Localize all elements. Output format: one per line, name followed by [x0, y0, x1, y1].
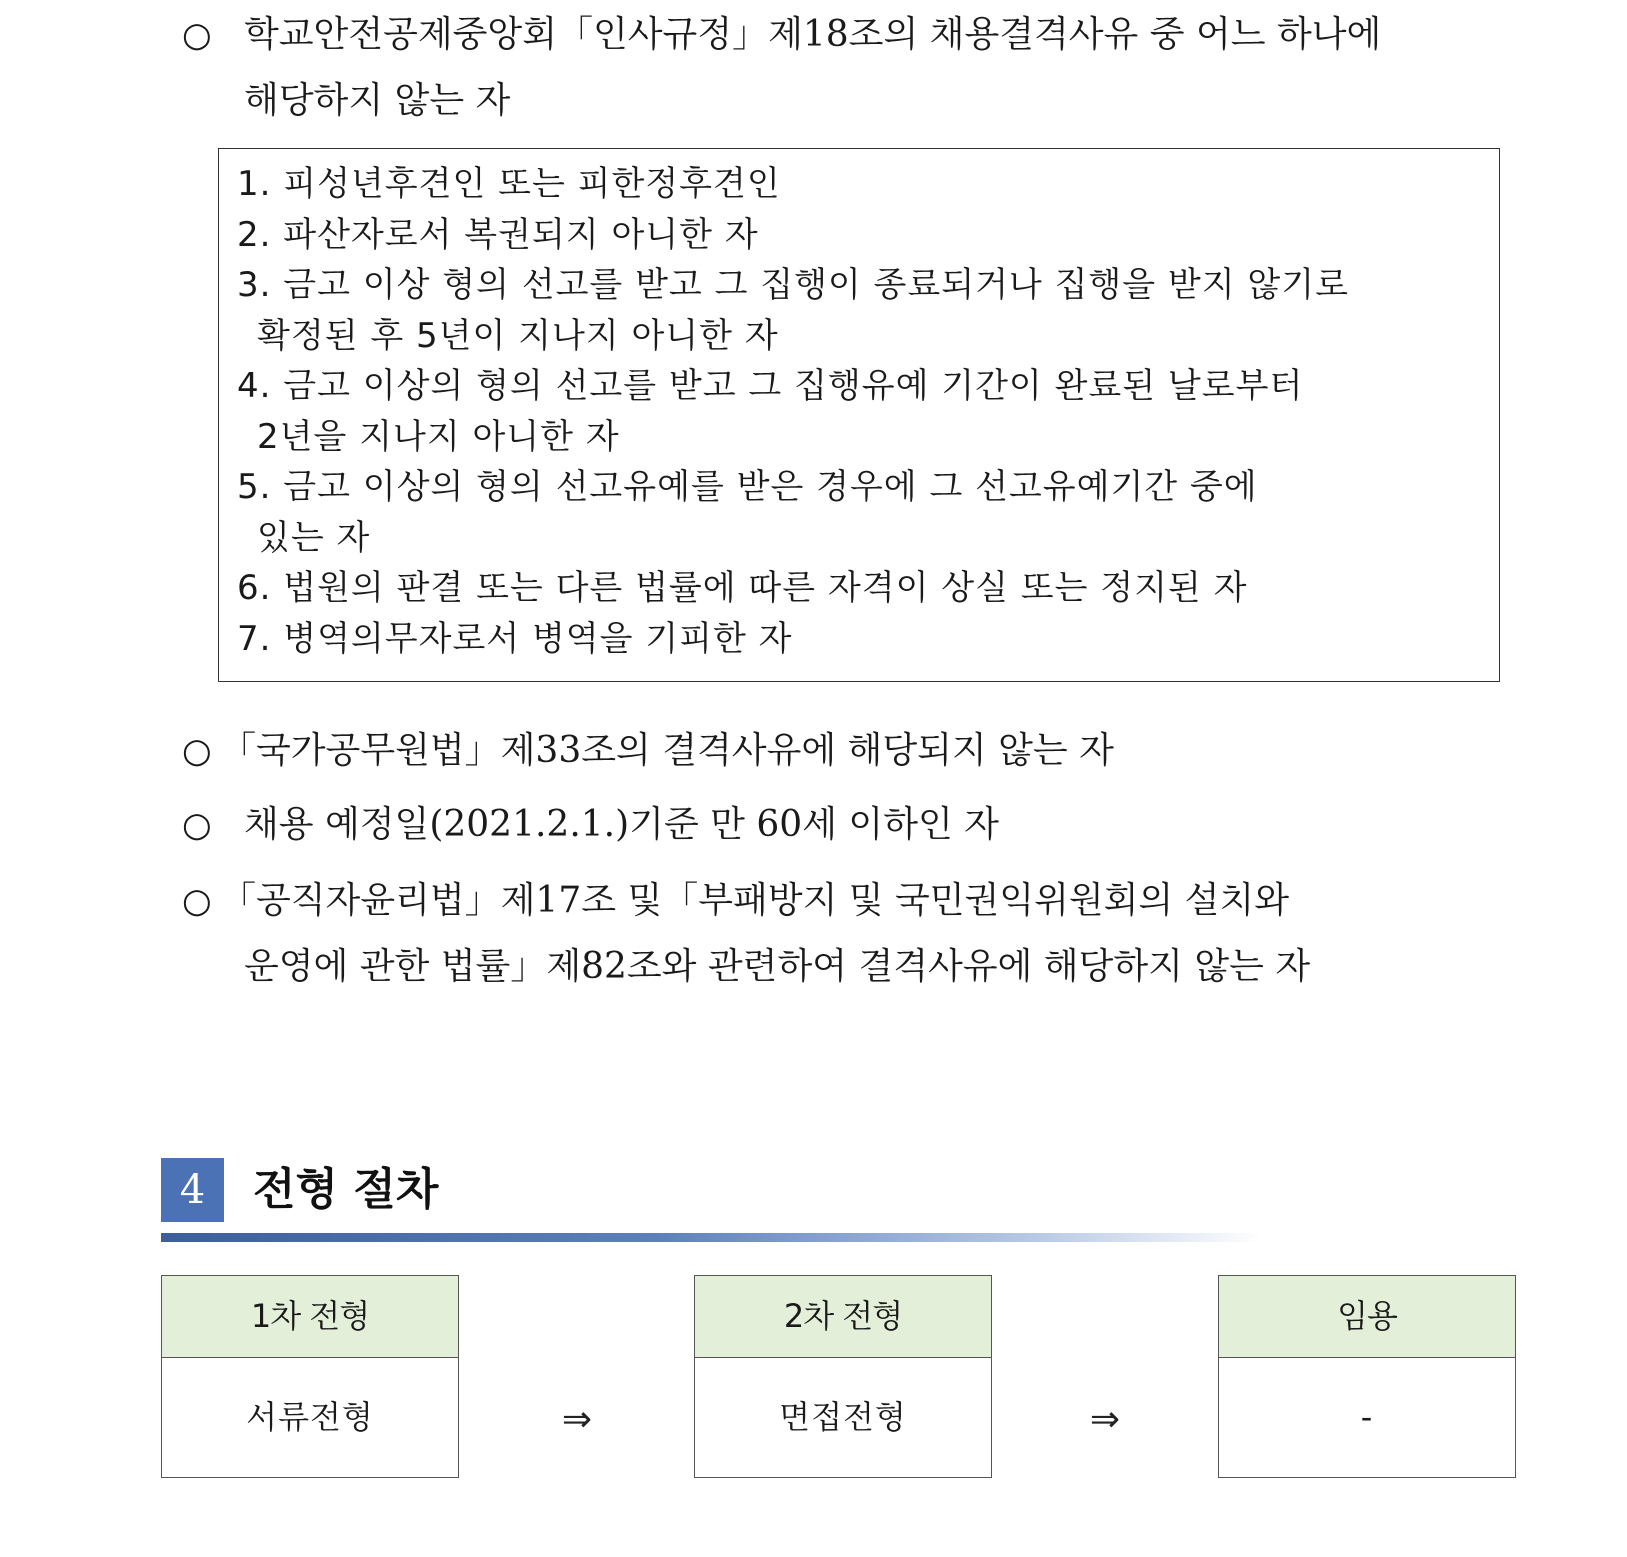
- eligibility-bullet-2: [182, 718, 1497, 784]
- criteria-item-text: 2. 파산자로서 복권되지 아니한 자: [237, 214, 759, 255]
- eligibility-bullet-4: [182, 868, 1497, 1000]
- section-divider: [161, 1233, 1261, 1242]
- circle-bullet-icon: ○: [182, 731, 212, 771]
- section-title: 전형 절차: [253, 1164, 439, 1215]
- right-arrow-icon: ⇒: [1089, 1399, 1121, 1440]
- bullet-1-line-1: 학교안전공제중앙회「인사규정」제18조의 채용결격사유 중 어느 하나에: [244, 14, 1382, 55]
- criteria-item-text: 4. 금고 이상의 형의 선고를 받고 그 집행유예 기간이 완료된 날로부터: [237, 366, 1304, 406]
- flow-stage-header: 임용: [1219, 1276, 1515, 1358]
- criteria-item-text: 5. 금고 이상의 형의 선고유예를 받은 경우에 그 선고유예기간 중에: [237, 467, 1258, 507]
- criteria-item-continuation: 있는 자: [257, 517, 371, 558]
- criteria-item-text: 6. 법원의 판결 또는 다른 법률에 따른 자격이 상실 또는 정지된 자: [237, 568, 1248, 608]
- criteria-item-continuation: 2년을 지나지 아니한 자: [257, 416, 620, 457]
- criteria-item: [237, 159, 1495, 210]
- flow-stage-body: 서류전형: [246, 1398, 374, 1436]
- circle-bullet-icon: ○: [182, 15, 212, 55]
- criteria-item-continuation: 확정된 후 5년이 지나지 아니한 자: [257, 315, 779, 356]
- disqualification-criteria-box: [218, 148, 1500, 682]
- section-number-badge: 4: [161, 1158, 224, 1222]
- flow-stage-3: [1218, 1275, 1516, 1478]
- eligibility-bullet-3: [182, 792, 1497, 858]
- criteria-item: [237, 563, 1495, 614]
- circle-bullet-icon: ○: [182, 805, 212, 845]
- bullet-3-text: 채용 예정일(2021.2.1.)기준 만 60세 이하인 자: [244, 804, 999, 845]
- criteria-item: [237, 260, 1495, 361]
- right-arrow-icon: ⇒: [561, 1399, 593, 1440]
- bullet-4-line-2: 운영에 관한 법률」제82조와 관련하여 결격사유에 해당하지 않는 자: [244, 946, 1311, 987]
- criteria-item-text: 3. 금고 이상 형의 선고를 받고 그 집행이 종료되거나 집행을 받지 않기로: [237, 265, 1349, 305]
- eligibility-bullet-1: [182, 2, 1497, 134]
- criteria-item: [237, 614, 1495, 665]
- flow-stage-1: [161, 1275, 459, 1478]
- criteria-item: [237, 210, 1495, 261]
- bullet-1-line-2: 해당하지 않는 자: [244, 80, 511, 121]
- criteria-item: [237, 361, 1495, 462]
- section-header: [161, 1158, 1261, 1224]
- flow-stage-body: -: [1360, 1398, 1374, 1436]
- circle-bullet-icon: ○: [182, 881, 212, 921]
- bullet-4-line-1: 「공직자윤리법」제17조 및「부패방지 및 국민권익위원회의 설치와: [220, 880, 1289, 921]
- flow-stage-body: 면접전형: [779, 1398, 907, 1436]
- flow-stage-2: [694, 1275, 992, 1478]
- criteria-item: [237, 462, 1495, 563]
- flow-stage-header: 2차 전형: [695, 1276, 991, 1358]
- criteria-item-text: 7. 병역의무자로서 병역을 기피한 자: [237, 618, 793, 659]
- bullet-2-text: 「국가공무원법」제33조의 결격사유에 해당되지 않는 자: [220, 730, 1114, 771]
- flow-stage-header: 1차 전형: [162, 1276, 458, 1358]
- criteria-item-text: 1. 피성년후견인 또는 피한정후견인: [237, 164, 781, 204]
